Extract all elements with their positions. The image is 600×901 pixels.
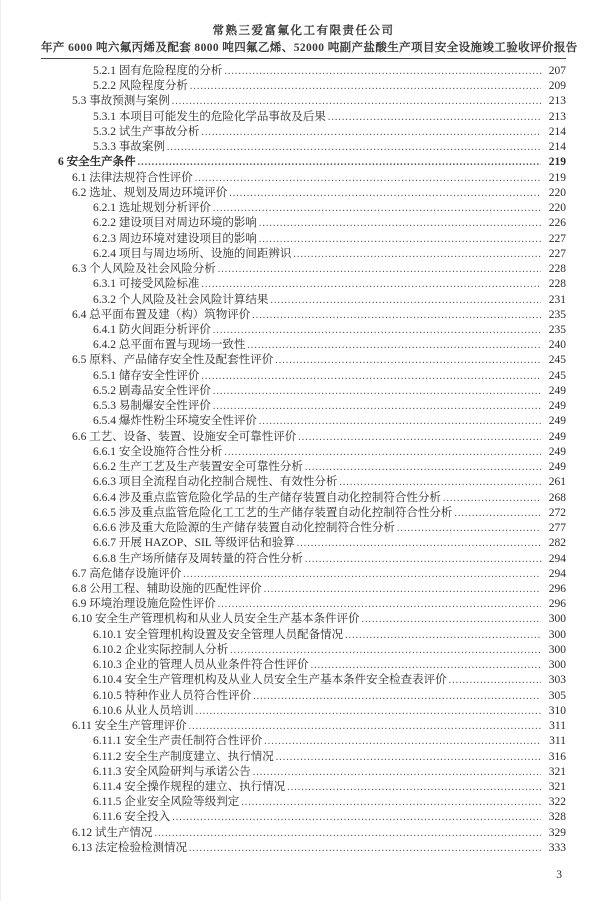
toc-entry[interactable] xyxy=(41,338,566,353)
toc-entry[interactable] xyxy=(41,110,566,125)
toc-entry-page: 300 xyxy=(548,613,566,626)
toc-entry-label: 6.11.6 安全投入 xyxy=(93,811,171,824)
toc-entry-label: 6.10.5 特种作业人员符合性评价 xyxy=(93,689,252,702)
toc-entry[interactable] xyxy=(41,734,566,749)
toc-entry-label: 6.6.3 项目全流程自动化控制合规性、有效性分析 xyxy=(93,476,338,489)
toc-entry-page: 268 xyxy=(548,491,566,504)
toc-entry-page: 300 xyxy=(548,643,566,656)
dot-leader xyxy=(230,643,541,658)
dot-leader xyxy=(241,795,541,810)
toc-entry-label: 6.10.1 安全管理机构设置及安全管理人员配备情况 xyxy=(93,628,344,641)
toc-entry[interactable] xyxy=(41,155,566,170)
toc-entry[interactable] xyxy=(41,582,566,597)
toc-entry-page: 249 xyxy=(548,445,566,458)
dot-leader xyxy=(297,536,541,551)
toc-entry[interactable] xyxy=(41,201,566,216)
toc-entry-page: 213 xyxy=(548,110,566,123)
toc-entry-page: 214 xyxy=(548,125,566,138)
toc-entry[interactable] xyxy=(41,79,566,94)
toc-entry[interactable] xyxy=(41,521,566,536)
dot-leader xyxy=(259,232,541,247)
toc-entry-page: 329 xyxy=(548,826,566,839)
toc-entry[interactable] xyxy=(41,140,566,155)
toc-entry[interactable] xyxy=(41,841,566,856)
toc-entry-page: 261 xyxy=(548,476,566,489)
toc-entry-page: 311 xyxy=(549,735,566,748)
dot-leader xyxy=(224,445,541,460)
toc-entry[interactable] xyxy=(41,308,566,323)
toc-entry-page: 240 xyxy=(548,339,566,352)
toc-entry-page: 249 xyxy=(548,415,566,428)
toc-entry-page: 235 xyxy=(548,323,566,336)
toc-entry-label: 6 安全生产条件 xyxy=(58,156,136,169)
toc-entry-label: 6.6.1 安全设施符合性分析 xyxy=(93,445,223,458)
toc-entry-label: 5.3.2 试生产事故分析 xyxy=(93,125,200,138)
toc-entry-label: 6.10.2 企业实际控制人分析 xyxy=(93,643,229,656)
toc-entry-label: 6.9 环境治理设施危险性评价 xyxy=(72,598,216,611)
dot-leader xyxy=(196,704,541,719)
toc-entry[interactable] xyxy=(41,186,566,201)
toc-entry-label: 6.10 安全生产管理机构和从业人员安全生产基本条件评价 xyxy=(72,613,360,626)
toc-entry-label: 5.2.1 固有危险程度的分析 xyxy=(93,65,223,77)
toc-entry-label: 6.11.4 安全操作规程的建立、执行情况 xyxy=(93,781,286,794)
toc-entry[interactable] xyxy=(41,628,566,643)
toc-entry-label: 6.5.1 储存安全性评价 xyxy=(93,369,200,382)
toc-entry-label: 6.3.2 个人风险及社会风险计算结果 xyxy=(93,293,269,306)
toc-entry[interactable] xyxy=(41,369,566,384)
toc-entry-label: 5.3.1 本项目可能发生的危险化学品事故及后果 xyxy=(93,110,326,123)
toc-entry-page: 231 xyxy=(548,293,566,306)
toc-entry-page: 311 xyxy=(549,720,566,733)
toc-entry[interactable] xyxy=(41,704,566,719)
toc-entry-label: 6.5.4 爆炸性粉尘环境安全性评价 xyxy=(93,415,257,428)
toc-entry[interactable] xyxy=(41,262,566,277)
toc-entry-page: 294 xyxy=(548,567,566,580)
toc-entry[interactable] xyxy=(41,643,566,658)
dot-leader xyxy=(201,125,541,140)
dot-leader xyxy=(138,155,541,170)
dot-leader xyxy=(287,780,541,795)
dot-leader xyxy=(224,64,541,79)
toc-entry-page: 316 xyxy=(548,750,566,763)
footer-page-number: 3 xyxy=(556,869,562,881)
toc-entry[interactable] xyxy=(41,64,566,79)
toc-entry-page: 235 xyxy=(548,308,566,321)
toc-entry-page: 328 xyxy=(548,811,566,824)
dot-leader xyxy=(397,521,541,536)
toc-entry[interactable] xyxy=(41,232,566,247)
toc-entry-page: 249 xyxy=(548,400,566,413)
dot-leader xyxy=(328,110,541,125)
dot-leader xyxy=(155,826,542,841)
toc-entry[interactable] xyxy=(41,414,566,429)
toc-entry[interactable] xyxy=(41,293,566,308)
toc-entry-page: 310 xyxy=(548,704,566,717)
toc-entry[interactable] xyxy=(41,323,566,338)
dot-leader xyxy=(311,658,541,673)
toc-entry[interactable] xyxy=(41,491,566,506)
toc-entry-label: 5.3 事故预测与案例 xyxy=(72,95,170,108)
toc-entry-page: 245 xyxy=(548,354,566,367)
toc-entry-page: 209 xyxy=(548,80,566,93)
toc-entry[interactable] xyxy=(41,506,566,521)
toc-entry-label: 6.10.4 安全生产管理机构及从业人员安全生产基本条件安全检查表评价 xyxy=(93,674,447,687)
dot-leader xyxy=(172,810,541,825)
toc-entry-label: 6.11.5 企业安全风险等级判定 xyxy=(93,796,240,809)
toc-entry-page: 294 xyxy=(548,552,566,565)
toc-entry-label: 6.3 个人风险及社会风险分析 xyxy=(72,263,216,276)
toc-entry[interactable] xyxy=(41,612,566,627)
dot-leader xyxy=(454,506,541,521)
dot-leader xyxy=(293,247,541,262)
toc-entry-label: 6.6.5 涉及重点监管危险化工工艺的生产储存装置自动化控制符合性分析 xyxy=(93,506,453,519)
toc-entry[interactable] xyxy=(41,719,566,734)
dot-leader xyxy=(275,353,541,368)
dot-leader xyxy=(264,582,541,597)
toc-entry[interactable] xyxy=(41,247,566,262)
toc-entry-label: 6.3.1 可接受风险标准 xyxy=(93,278,200,291)
toc-entry-page: 249 xyxy=(548,430,566,443)
toc-entry[interactable] xyxy=(41,689,566,704)
toc-entry-label: 6.1 法律法规符合性评价 xyxy=(72,171,193,184)
dot-leader xyxy=(190,79,541,94)
dot-leader xyxy=(305,460,541,475)
table-of-contents xyxy=(41,64,566,856)
toc-entry[interactable] xyxy=(41,125,566,140)
toc-entry-page: 213 xyxy=(548,95,566,108)
dot-leader xyxy=(253,765,541,780)
dot-leader xyxy=(201,277,541,292)
toc-entry[interactable] xyxy=(41,399,566,414)
toc-entry-page: 226 xyxy=(548,217,566,230)
dot-leader xyxy=(276,750,541,765)
toc-entry[interactable] xyxy=(41,750,566,765)
toc-entry-label: 6.7 高危储存设施评价 xyxy=(72,567,182,580)
toc-entry[interactable] xyxy=(41,826,566,841)
toc-entry-label: 6.12 试生产情况 xyxy=(72,826,153,839)
toc-entry[interactable] xyxy=(41,277,566,292)
toc-entry-page: 219 xyxy=(548,171,566,184)
toc-entry[interactable] xyxy=(41,795,566,810)
toc-entry-label: 6.6.7 开展 HAZOP、SIL 等级评估和验算 xyxy=(93,537,295,550)
toc-entry[interactable] xyxy=(41,673,566,688)
toc-entry-page: 245 xyxy=(548,369,566,382)
dot-leader xyxy=(247,338,541,353)
toc-entry-label: 5.3.3 事故案例 xyxy=(93,141,165,154)
toc-entry[interactable] xyxy=(41,475,566,490)
toc-entry-page: 219 xyxy=(548,156,566,169)
toc-entry-page: 220 xyxy=(548,202,566,215)
toc-entry-label: 6.13 法定检验检测情况 xyxy=(72,841,187,854)
dot-leader xyxy=(362,612,542,627)
toc-entry[interactable] xyxy=(41,171,566,186)
toc-entry-page: 300 xyxy=(548,659,566,672)
toc-entry-label: 6.6.4 涉及重点监管危险化学品的生产储存装置自动化控制符合性分析 xyxy=(93,491,441,504)
toc-entry[interactable] xyxy=(41,353,566,368)
dot-leader xyxy=(213,399,541,414)
header-divider xyxy=(41,58,566,59)
toc-entry[interactable] xyxy=(41,552,566,567)
dot-leader xyxy=(259,414,541,429)
toc-entry[interactable] xyxy=(41,216,566,231)
toc-entry-page: 249 xyxy=(548,384,566,397)
toc-entry-label: 6.6.6 涉及重大危险源的生产储存装置自动化控制符合性分析 xyxy=(93,522,395,535)
toc-entry-page: 322 xyxy=(548,796,566,809)
toc-entry-page: 214 xyxy=(548,141,566,154)
toc-entry-label: 6.10.3 企业的管理人员从业条件符合性评价 xyxy=(93,659,309,672)
toc-entry-label: 6.11.3 安全风险研判与承诺公告 xyxy=(93,765,251,778)
toc-entry[interactable] xyxy=(41,430,566,445)
toc-entry-label: 6.2.2 建设项目对周边环境的影响 xyxy=(93,217,257,230)
toc-entry-page: 227 xyxy=(548,232,566,245)
toc-entry-page: 228 xyxy=(548,278,566,291)
toc-entry[interactable] xyxy=(41,658,566,673)
toc-entry-page: 305 xyxy=(548,689,566,702)
toc-entry-label: 6.5.3 易制爆安全性评价 xyxy=(93,400,211,413)
toc-entry-label: 6.2.4 项目与周边场所、设施的间距辨识 xyxy=(93,247,292,260)
toc-entry-label: 6.4 总平面布置及建（构）筑物评价 xyxy=(72,308,251,321)
toc-entry-label: 6.2.3 周边环境对建设项目的影响 xyxy=(93,232,257,245)
toc-entry-page: 303 xyxy=(548,674,566,687)
dot-leader xyxy=(264,734,541,749)
dot-leader xyxy=(298,430,541,445)
toc-entry[interactable] xyxy=(41,567,566,582)
toc-entry-label: 5.2.2 风险程度分析 xyxy=(93,80,188,93)
dot-leader xyxy=(305,552,541,567)
dot-leader xyxy=(449,673,541,688)
toc-entry-page: 272 xyxy=(548,506,566,519)
toc-entry-page: 296 xyxy=(548,598,566,611)
toc-entry[interactable] xyxy=(41,445,566,460)
dot-leader xyxy=(172,94,541,109)
dot-leader xyxy=(259,216,541,231)
toc-entry-page: 249 xyxy=(548,461,566,474)
header-company-name: 常熟三爱富氟化工有限责任公司 xyxy=(212,25,395,37)
toc-entry-page: 220 xyxy=(548,186,566,199)
toc-entry-label: 6.5 原料、产品储存安全性及配套性评价 xyxy=(72,354,274,367)
toc-entry-page: 282 xyxy=(548,537,566,550)
toc-entry-page: 228 xyxy=(548,263,566,276)
toc-entry[interactable] xyxy=(41,384,566,399)
toc-entry-page: 207 xyxy=(548,65,566,77)
toc-entry-label: 6.2.1 选址规划分析评价 xyxy=(93,202,211,215)
toc-entry-label: 6.2 选址、规划及周边环境评价 xyxy=(72,186,228,199)
toc-entry-label: 6.5.2 剧毒品安全性评价 xyxy=(93,384,211,397)
toc-entry-label: 6.8 公用工程、辅助设施的匹配性评价 xyxy=(72,582,262,595)
dot-leader xyxy=(270,293,541,308)
toc-entry-page: 300 xyxy=(548,628,566,641)
toc-entry[interactable] xyxy=(41,536,566,551)
toc-entry-page: 227 xyxy=(548,247,566,260)
toc-entry[interactable] xyxy=(41,765,566,780)
toc-entry-label: 6.11.1 安全生产责任制符合性评价 xyxy=(93,735,263,748)
toc-entry[interactable] xyxy=(41,597,566,612)
toc-entry-label: 6.11.2 安全生产制度建立、执行情况 xyxy=(93,750,274,763)
toc-entry-page: 333 xyxy=(548,841,566,854)
dot-leader xyxy=(443,491,541,506)
toc-entry[interactable] xyxy=(41,810,566,825)
toc-entry-page: 277 xyxy=(548,522,566,535)
toc-entry-label: 6.4.2 总平面布置与现场一致性 xyxy=(93,339,246,352)
toc-entry-label: 6.6.8 生产场所储存及周转量的符合性分析 xyxy=(93,552,303,565)
toc-entry[interactable] xyxy=(41,460,566,475)
toc-entry-label: 6.10.6 从业人员培训 xyxy=(93,704,194,717)
toc-entry-label: 6.6.2 生产工艺及生产装置安全可靠性分析 xyxy=(93,461,303,474)
toc-entry[interactable] xyxy=(41,780,566,795)
dot-leader xyxy=(195,171,541,186)
toc-entry-page: 321 xyxy=(548,781,566,794)
header-report-title: 年产 6000 吨六氟丙烯及配套 8000 吨四氟乙烯、52000 吨副产盐酸生产项目安全设施竣工验收评价报告 xyxy=(41,42,578,54)
dot-leader xyxy=(339,475,541,490)
dot-leader xyxy=(183,567,541,582)
dot-leader xyxy=(201,369,541,384)
dot-leader xyxy=(213,201,541,216)
dot-leader xyxy=(213,384,541,399)
dot-leader xyxy=(252,308,541,323)
dot-leader xyxy=(218,262,541,277)
toc-entry-page: 296 xyxy=(548,582,566,595)
dot-leader xyxy=(345,628,541,643)
dot-leader xyxy=(218,597,541,612)
toc-entry[interactable] xyxy=(41,94,566,109)
toc-entry-page: 321 xyxy=(548,765,566,778)
toc-entry-label: 6.11 安全生产管理评价 xyxy=(72,720,187,733)
dot-leader xyxy=(229,186,541,201)
dot-leader xyxy=(253,689,541,704)
dot-leader xyxy=(213,323,541,338)
toc-entry-label: 6.6 工艺、设备、装置、设施安全可靠性评价 xyxy=(72,430,297,443)
dot-leader xyxy=(189,719,541,734)
toc-entry-label: 6.4.1 防火间距分析评价 xyxy=(93,323,211,336)
dot-leader xyxy=(167,140,541,155)
dot-leader xyxy=(189,841,541,856)
